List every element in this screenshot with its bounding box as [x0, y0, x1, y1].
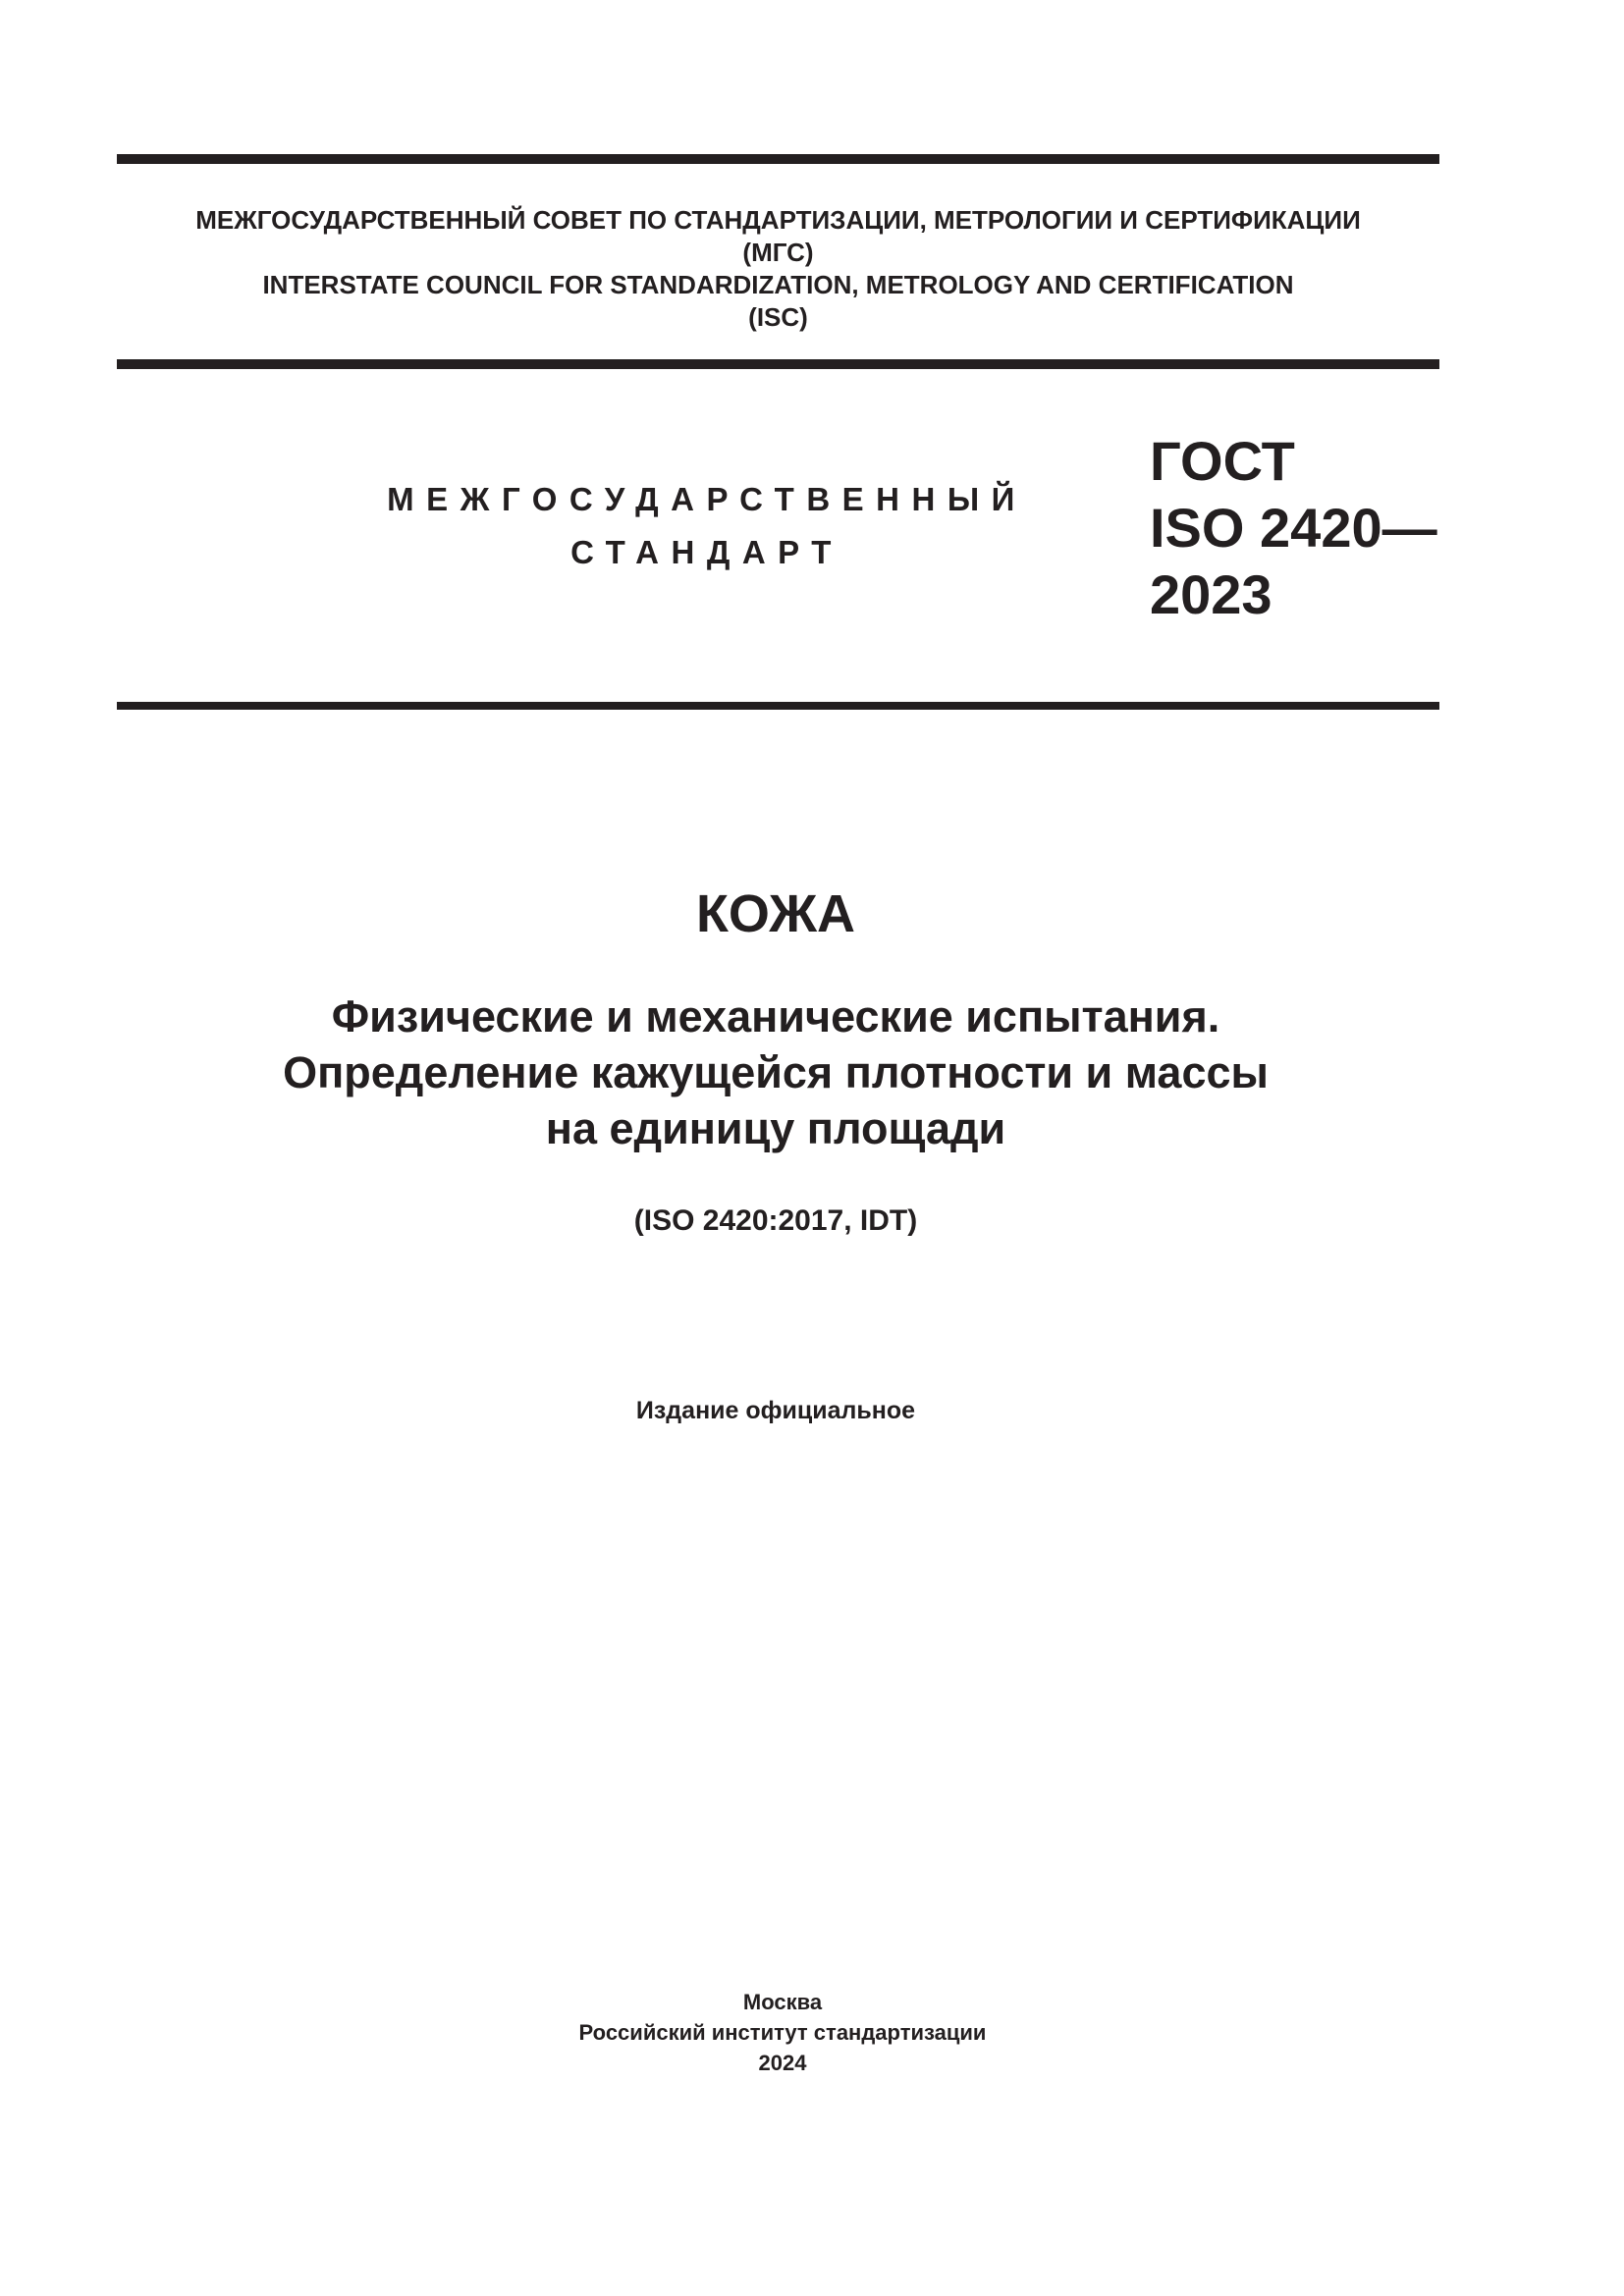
- council-name-en: INTERSTATE COUNCIL FOR STANDARDIZATION, METROLOGY AND CERTIFICATION: [262, 270, 1294, 299]
- standard-label: [295, 473, 1119, 579]
- header-bottom-rule: [117, 359, 1439, 369]
- document-title: КОЖА: [695, 884, 856, 943]
- iso-reference: (ISO 2420:2017, IDT): [633, 1204, 918, 1237]
- imprint-city: Москва: [742, 1990, 823, 2014]
- designation-line3: 2023: [1150, 563, 1272, 625]
- imprint: [0, 1987, 1565, 2078]
- council-abbr-ru: (МГС): [742, 238, 814, 267]
- top-rule: [117, 154, 1439, 164]
- council-name-ru: МЕЖГОСУДАРСТВЕННЫЙ СОВЕТ ПО СТАНДАРТИЗАЦИИ, МЕТРОЛОГИИ И СЕРТИФИКАЦИИ: [195, 205, 1361, 235]
- council-header: [117, 204, 1439, 334]
- subtitle-line2: Определение кажущейся плотности и массы: [283, 1047, 1269, 1097]
- designation-line1: ГОСТ: [1150, 430, 1295, 492]
- document-subtitle: [0, 988, 1551, 1156]
- edition-note: Издание официальное: [635, 1397, 916, 1424]
- standard-designation: [1150, 428, 1437, 628]
- council-abbr-en: (ISC): [748, 302, 808, 332]
- subtitle-line1: Физические и механические испытания.: [331, 991, 1220, 1041]
- subtitle-line3: на единицу площади: [545, 1103, 1006, 1153]
- standard-label-line2: СТАНДАРТ: [570, 534, 843, 570]
- imprint-year: 2024: [758, 2051, 807, 2075]
- designation-line2: ISO 2420—: [1150, 497, 1437, 559]
- designation-bottom-rule: [117, 702, 1439, 710]
- imprint-publisher: Российский институт стандартизации: [578, 2020, 987, 2045]
- standard-label-line1: МЕЖГОСУДАРСТВЕННЫЙ: [387, 481, 1027, 517]
